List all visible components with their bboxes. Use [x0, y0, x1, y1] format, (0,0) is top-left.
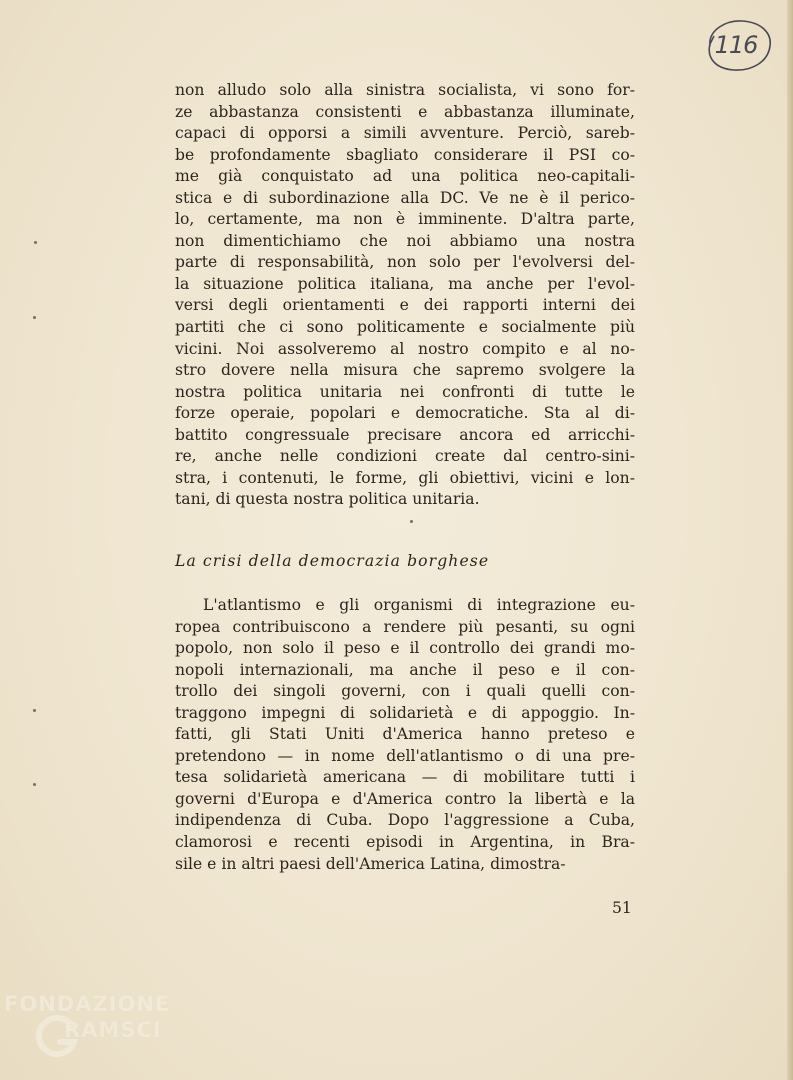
paragraph-1-line: ze abbastanza consistenti e abbastanza illuminate, — [175, 102, 635, 121]
paragraph-1-line: non dimentichiamo che noi abbiamo una nostra — [175, 231, 635, 250]
paragraph-1-line: vicini. Noi assolveremo al nostro compito e al no- — [175, 339, 635, 358]
paragraph-2-line: governi d'Europa e d'America contro la libertà e la — [175, 789, 635, 808]
paragraph-1-line: nostra politica unitaria nei confronti di tutte le — [175, 382, 635, 401]
paragraph-2-line: trollo dei singoli governi, con i quali quelli con- — [175, 682, 635, 701]
scan-speck — [410, 520, 413, 523]
paragraph-1-line: stica e di subordinazione alla DC. Ve ne è il perico- — [175, 188, 635, 207]
paragraph-1-line: versi degli orientamenti e dei rapporti interni dei — [175, 296, 635, 315]
watermark-line-2: RAMSCI — [64, 1018, 162, 1042]
page-edge — [787, 0, 793, 1080]
paragraph-1-line: non alludo solo alla sinistra socialista, vi sono for- — [175, 81, 635, 99]
paragraph-1-line: be profondamente sbagliato considerare il PSI co- — [175, 145, 635, 164]
scan-speck — [33, 783, 36, 786]
paragraph-1 — [175, 80, 635, 511]
paragraph-2-line: ropea contribuiscono a rendere più pesanti, su ogni — [175, 617, 635, 636]
scan-speck — [34, 241, 37, 244]
paragraph-1-line: me già conquistato ad una politica neo-capitali- — [175, 167, 635, 186]
paragraph-2-line: L'atlantismo e gli organismi di integrazione eu- — [203, 596, 635, 614]
paragraph-2-line: traggono impegni di solidarietà e di appoggio. In- — [175, 703, 635, 722]
paragraph-1-line: forze operaie, popolari e democratiche. Sta al di- — [175, 404, 635, 423]
paragraph-1-line: partiti che ci sono politicamente e socialmente più — [175, 318, 635, 337]
paragraph-2-line: nopoli internazionali, ma anche il peso e il con- — [175, 660, 635, 679]
paragraph-1-line: tani, di questa nostra politica unitaria. — [175, 490, 480, 509]
paragraph-2-line: fatti, gli Stati Uniti d'America hanno preteso e — [175, 725, 635, 744]
page-number: 51 — [612, 899, 632, 917]
foundation-watermark — [4, 992, 204, 1072]
paragraph-1-line: lo, certamente, ma non è imminente. D'altra parte, — [175, 210, 635, 229]
paragraph-1-line: la situazione politica italiana, ma anche per l'evol- — [175, 274, 635, 293]
handwritten-page-annotation — [700, 16, 772, 74]
paragraph-1-line: stra, i contenuti, le forme, gli obiettivi, vicini e lon- — [175, 468, 635, 487]
section-heading: La crisi della democrazia borghese — [175, 552, 490, 570]
paragraph-2-line: sile e in altri paesi dell'America Latina, dimostra- — [175, 854, 566, 873]
paragraph-1-line: parte di responsabilità, non solo per l'evolversi del- — [175, 253, 635, 272]
annotation-text: 116 — [714, 31, 758, 59]
paragraph-1-line: re, anche nelle condizioni create dal centro-sini- — [175, 447, 635, 466]
paragraph-2-line: indipendenza di Cuba. Dopo l'aggressione a Cuba, — [175, 811, 635, 830]
watermark-line-1: FONDAZIONE — [4, 992, 171, 1016]
paragraph-2-line: tesa solidarietà americana — di mobilitare tutti i — [175, 768, 635, 787]
scan-speck — [33, 316, 36, 319]
scan-speck — [33, 709, 36, 712]
paragraph-2-line: clamorosi e recenti episodi in Argentina, in Bra- — [175, 833, 635, 852]
paragraph-1-line: capaci di opporsi a simili avventure. Perciò, sareb- — [175, 124, 635, 143]
paragraph-1-line: battito congressuale precisare ancora ed arricchi- — [175, 425, 635, 444]
paragraph-1-line: stro dovere nella misura che sapremo svolgere la — [175, 361, 635, 380]
paragraph-2 — [175, 595, 635, 875]
paragraph-2-line: pretendono — in nome dell'atlantismo o di una pre- — [175, 746, 635, 765]
paragraph-2-line: popolo, non solo il peso e il controllo dei grandi mo- — [175, 639, 635, 658]
